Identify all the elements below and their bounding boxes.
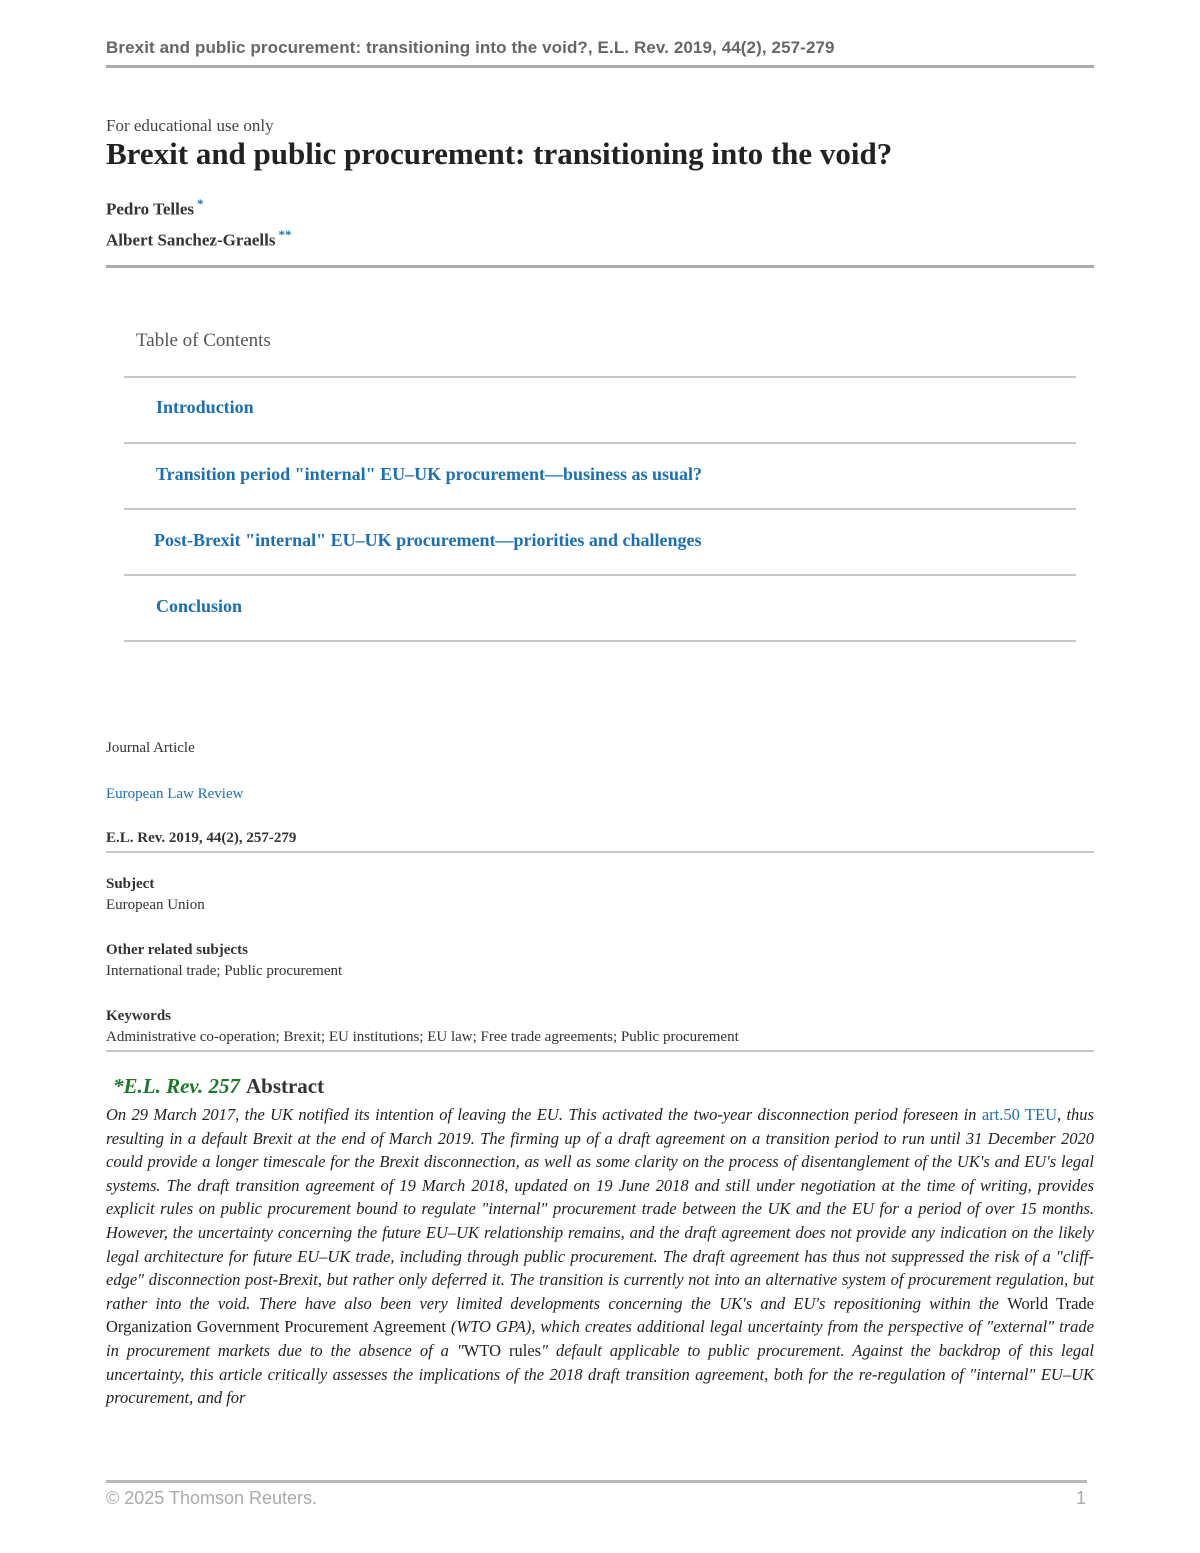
document-title: Brexit and public procurement: transitioning into the void? xyxy=(106,136,893,171)
abstract-heading xyxy=(113,1074,324,1099)
citation: E.L. Rev. 2019, 44(2), 257-279 xyxy=(106,830,297,846)
keywords-label: Keywords xyxy=(106,1008,171,1024)
author-1 xyxy=(106,196,204,220)
running-header: Brexit and public procurement: transitioning into the void?, E.L. Rev. 2019, 44(2), 257-279 xyxy=(106,38,835,57)
toc-divider xyxy=(124,508,1076,510)
author-footnote-link[interactable]: ** xyxy=(278,227,292,242)
meta-rule xyxy=(106,851,1094,853)
toc-divider xyxy=(124,574,1076,576)
page-number: 1 xyxy=(1076,1488,1087,1508)
keywords-value: Administrative co-operation; Brexit; EU institutions; EU law; Free trade agreements; Public procurement xyxy=(106,1029,739,1045)
journal-link[interactable]: European Law Review xyxy=(106,786,244,802)
toc-link-conclusion[interactable]: Conclusion xyxy=(156,596,243,616)
abstract-part: (WTO GPA), which creates additional legal uncertainty from the perspective of "external" trade in procurement markets due to the absence of a " xyxy=(106,1317,1094,1360)
copyright-notice: © 2025 Thomson Reuters. xyxy=(106,1488,318,1508)
keywords-rule xyxy=(106,1050,1094,1052)
toc-divider xyxy=(124,442,1076,444)
subject-value: European Union xyxy=(106,897,205,913)
abstract-part: On 29 March 2017, the UK notified its intention of leaving the EU. This activated the two-year disconnection period foreseen in xyxy=(106,1105,982,1124)
related-subjects-value: International trade; Public procurement xyxy=(106,963,343,979)
toc-link-introduction[interactable]: Introduction xyxy=(156,397,254,417)
author-footnote-link[interactable]: * xyxy=(197,196,204,211)
abstract-part: " default applicable to public procurement. Against the backdrop of this legal uncertainty, this article critically assesses the implications of the 2018 draft transition agreement, both for the re-regulation of "internal" EU–UK procurement, and for xyxy=(106,1340,1095,1408)
art50-teu-link[interactable]: art.50 TEU xyxy=(981,1105,1057,1124)
abstract-text xyxy=(106,1103,1094,1410)
document-type: Journal Article xyxy=(106,740,195,756)
toc-divider xyxy=(124,640,1076,642)
abstract-label: Abstract xyxy=(245,1074,325,1098)
footer-rule xyxy=(106,1480,1087,1483)
abstract-part: WTO rules xyxy=(463,1340,542,1360)
title-rule xyxy=(106,265,1094,268)
abstract-part: , thus resulting in a default Brexit at the end of March 2019. The firming up of a draft agreement on a transition period to run until 31 December 2020 could provide a longer timescale for the Brexit disconnection, as well as some clarity on the process of disentanglement of the UK's and EU's legal systems. The draft transition agreement of 19 March 2018, updated on 19 June 2018 and still under negotiation at the time of writing, provides explicit rules on public procurement bound to regulate "internal" procurement trade between the UK and the EU for a period of over 15 months. However, the uncertainty concerning the future EU–UK relationship remains, and the draft agreement does not provide any indication on the likely legal architecture for future EU–UK trade, including through public procurement. The draft agreement has thus not suppressed the risk of a "cliff-edge" disconnection post-Brexit, but rather only deferred it. The transition is currently not into an alternative system of procurement regulation, but rather into the void. There have also been very limited developments concerning the UK's and EU's repositioning within the xyxy=(106,1105,1094,1313)
page-reference: *E.L. Rev. 257 xyxy=(113,1074,240,1098)
author-name: Albert Sanchez-Graells xyxy=(106,230,276,250)
subject-label: Subject xyxy=(106,876,155,892)
toc-link-transition-period[interactable]: Transition period "internal" EU–UK procurement—business as usual? xyxy=(156,464,703,484)
author-name: Pedro Telles xyxy=(106,199,194,219)
author-2 xyxy=(106,227,292,251)
educational-notice: For educational use only xyxy=(106,116,274,135)
toc-heading: Table of Contents xyxy=(136,330,271,351)
toc-link-post-brexit[interactable]: Post-Brexit "internal" EU–UK procurement—priorities and challenges xyxy=(154,530,702,550)
toc-divider xyxy=(124,376,1076,378)
abstract-part: World Trade Organization Government Procurement Agreement xyxy=(106,1293,1094,1337)
header-rule xyxy=(106,65,1094,68)
related-subjects-label: Other related subjects xyxy=(106,942,248,958)
